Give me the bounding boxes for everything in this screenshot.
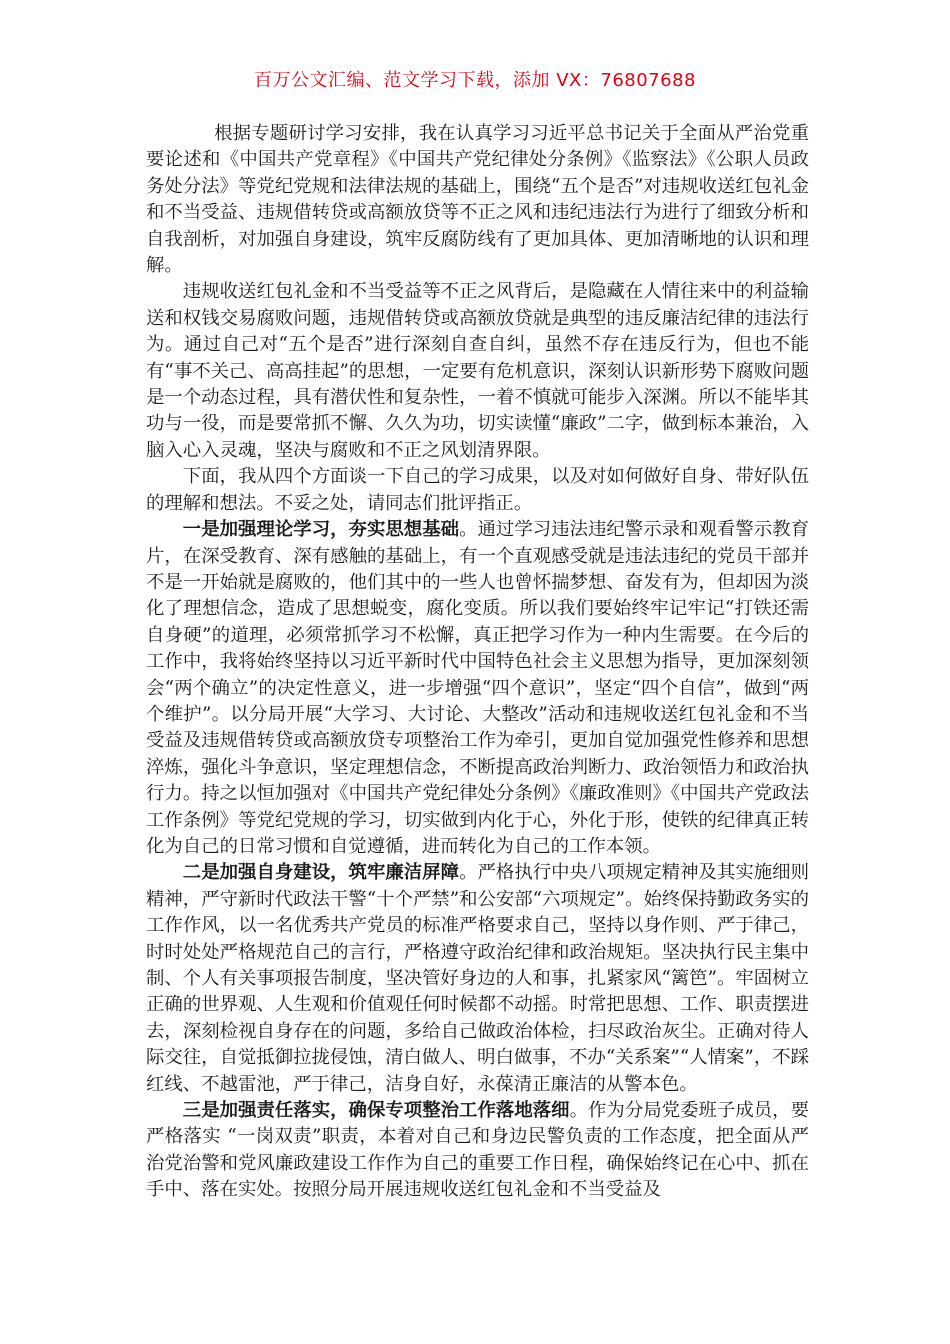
- paragraph-point-three: [146, 1098, 809, 1204]
- paragraph-text: 。作为分局党委班子成员，要严格落实 “一岗双责”职责，本着对自己和身边民警负责的工作态度，把全面从严治党治警和党风廉政建设工作作为自己的重要工作日程，确保始终记在心中、抓在手中、落在实处。按照分局开展违规收送红包礼金和不当受益及: [146, 1100, 809, 1201]
- paragraph-point-two: [146, 860, 809, 1098]
- paragraph-text: 下面，我从四个方面谈一下自己的学习成果，以及对如何做好自身、带好队伍的理解和想法。不妥之处，请同志们批评指正。: [146, 466, 809, 514]
- document-body: [146, 121, 809, 1204]
- paragraph-heading: 二是加强自身建设，筑牢廉洁屏障: [182, 862, 460, 884]
- page-header-banner: 百万公文汇编、范文学习下载，添加 VX：76807688: [254, 70, 696, 91]
- paragraph-text: 违规收送红包礼金和不当受益等不正之风背后，是隐藏在人情往来中的利益输送和权钱交易腐败问题，违规借转贷或高额放贷就是典型的违反廉洁纪律的违法行为。通过自己对“五个是否”进行深刻自查自纠，虽然不存在违反行为，但也不能有“事不关己、高高挂起”的思想，一定要有危机意识，深刻认识新形势下腐败问题是一个动态过程，具有潜伏性和复杂性，一着不慎就可能步入深渊。所以不能毕其功与一役，而是要常抓不懈、久久为功，切实读懂“廉政”二字，做到标本兼治，入脑入心入灵魂，坚决与腐败和不正之风划清界限。: [146, 281, 809, 461]
- paragraph-transition: [146, 464, 809, 517]
- paragraph-text: 根据专题研讨学习安排，我在认真学习习近平总书记关于全面从严治党重要论述和《中国共产党章程》《中国共产党纪律处分条例》《监察法》《公职人员政务处分法》等党纪党规和法律法规的基础上，围绕“五个是否”对违规收送红包礼金和不当受益、违规借转贷或高额放贷等不正之风和违纪违法行为进行了细致分析和自我剖析，对加强自身建设，筑牢反腐防线有了更加具体、更加清晰地的认识和理解。: [146, 123, 809, 277]
- paragraph-text: 。严格执行中央八项规定精神及其实施细则精神，严守新时代政法干警“十个严禁”和公安部“六项规定”。始终保持勤政务实的工作作风，以一名优秀共产党员的标准严格要求自己，坚持以身作则、严于律己，时时处处严格规范自己的言行，严格遵守政治纪律和政治规矩。坚决执行民主集中制、个人有关事项报告制度，坚决管好身边的人和事，扎紧家风“篱笆”。牢固树立正确的世界观、人生观和价值观任何时候都不动摇。时常把思想、工作、职责摆进去，深刻检视自身存在的问题，多给自己做政治体检，扫尽政治灰尘。正确对待人际交往，自觉抵御拉拢侵蚀，清白做人、明白做事，不办“关系案”“人情案”，不踩红线、不越雷池，严于律己，洁身自好，永葆清正廉洁的从警本色。: [146, 862, 809, 1095]
- paragraph-point-one: [146, 517, 809, 860]
- paragraph-heading: 三是加强责任落实，确保专项整治工作落地落细: [182, 1100, 570, 1122]
- paragraph-intro: [146, 121, 809, 279]
- paragraph-text: 。通过学习违法违纪警示录和观看警示教育片，在深受教育、深有感触的基础上，有一个直观感受就是违法违纪的党员干部并不是一开始就是腐败的，他们其中的一些人也曾怀揣梦想、奋发有为，但却因为淡化了理想信念，造成了思想蜕变，腐化变质。所以我们要始终牢记牢记“打铁还需自身硬”的道理，必须常抓学习不松懈，真正把学习作为一种内生需要。在今后的工作中，我将始终坚持以习近平新时代中国特色社会主义思想为指导，更加深刻领会“两个确立”的决定性意义，进一步增强“四个意识”，坚定“四个自信”，做到“两个维护”。以分局开展“大学习、大讨论、大整改”活动和违规收送红包礼金和不当受益及违规借转贷或高额放贷专项整治工作为牵引，更加自觉加强党性修养和思想淬炼，强化斗争意识，坚定理想信念，不断提高政治判断力、政治领悟力和政治执行力。持之以恒加强对《中国共产党纪律处分条例》《廉政准则》《中国共产党政法工作条例》等党纪党规的学习，切实做到内化于心，外化于形，使铁的纪律真正转化为自己的日常习惯和自觉遵循，进而转化为自己的工作本领。: [146, 519, 809, 857]
- paragraph-heading: 一是加强理论学习，夯实思想基础: [182, 519, 460, 541]
- paragraph-background: [146, 279, 809, 464]
